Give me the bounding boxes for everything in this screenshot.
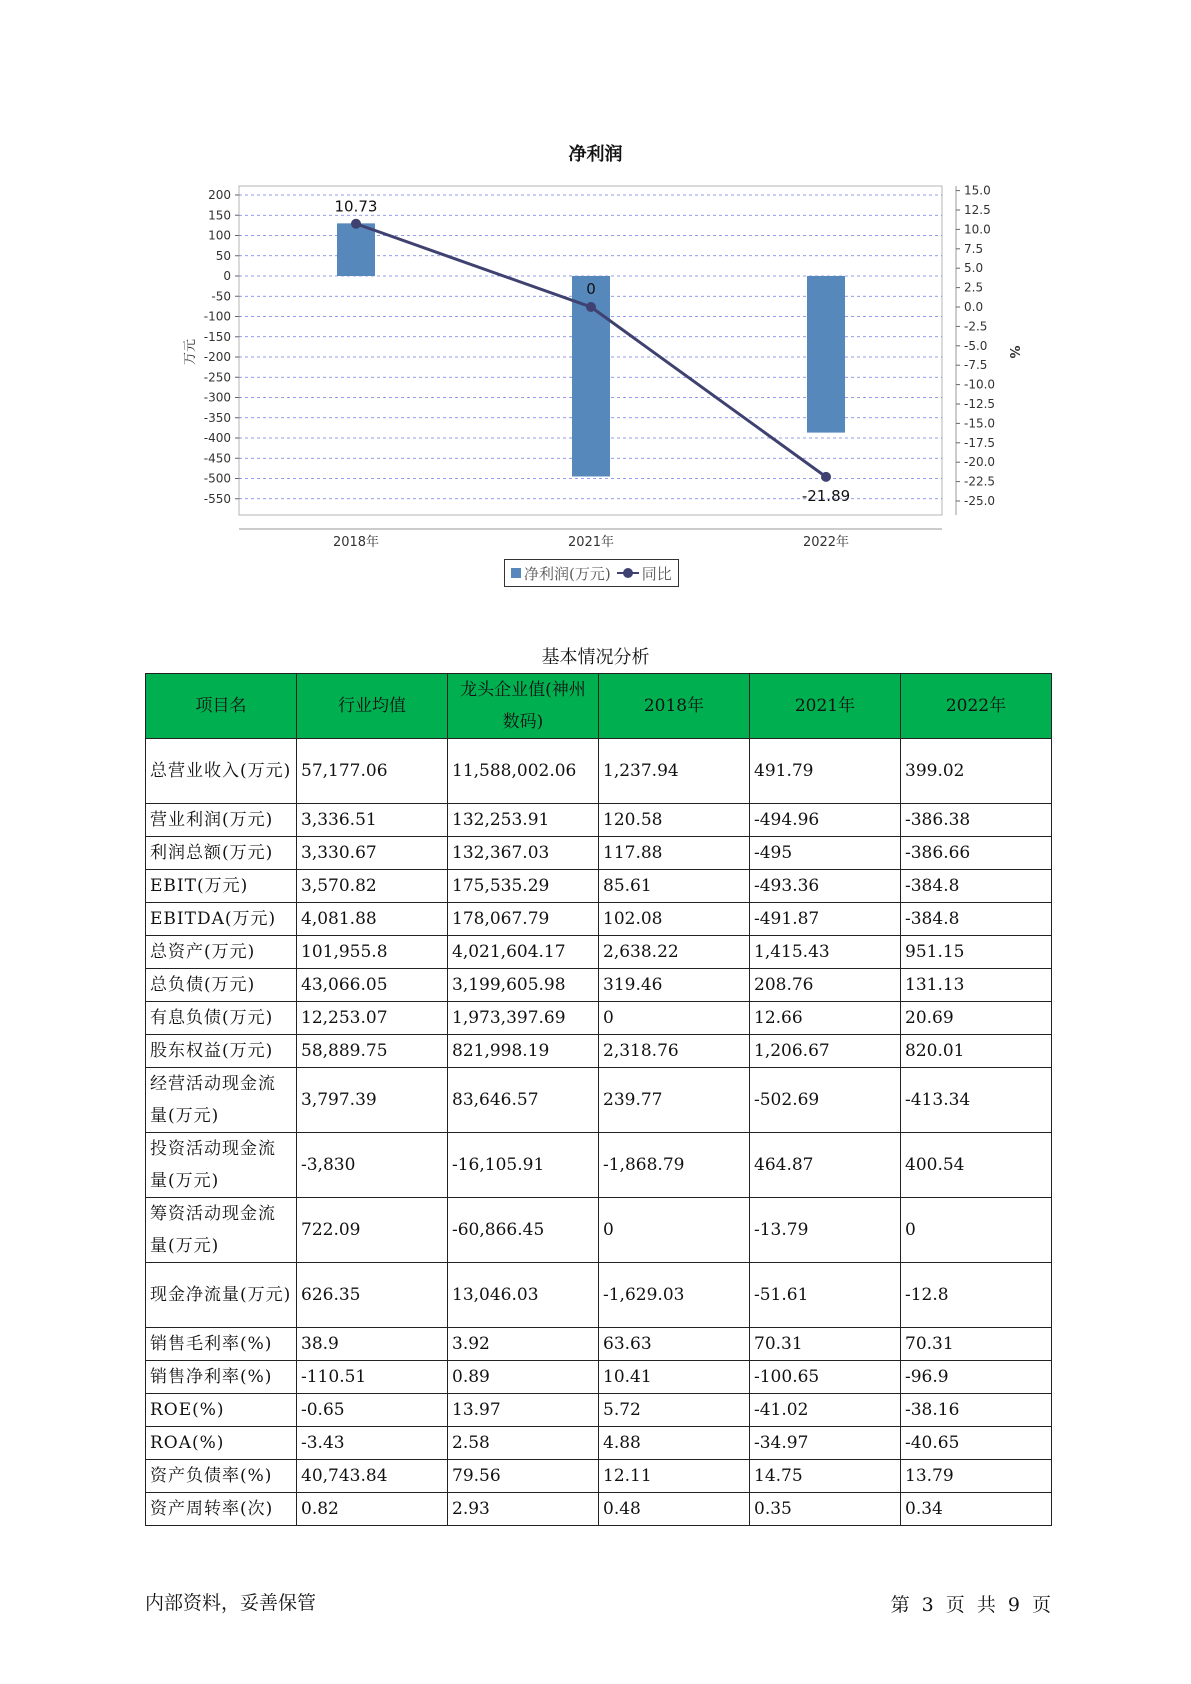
table-header-row [146, 674, 1052, 739]
yoy-point [821, 472, 831, 482]
row-label-cell: 利润总额(万元) [146, 837, 297, 870]
footer-page-number: 第 3 页 共 9 页 [890, 1594, 1051, 1616]
value-cell: -16,105.91 [448, 1133, 599, 1198]
value-cell: -491.87 [750, 903, 901, 936]
row-label-cell: 总营业收入(万元) [146, 739, 297, 804]
value-cell: -40.65 [901, 1427, 1052, 1460]
left-tick-label: -500 [203, 471, 231, 486]
table-row [146, 1198, 1052, 1263]
value-cell: 3,797.39 [297, 1068, 448, 1133]
left-tick-label: 150 [208, 208, 231, 223]
chart-legend [504, 559, 679, 587]
right-tick-label: -10.0 [964, 377, 996, 392]
y-right-axis-label: % [1006, 345, 1021, 359]
table-row [146, 1493, 1052, 1526]
table-row [146, 903, 1052, 936]
header-cell: 行业均值 [297, 674, 448, 739]
right-tick-label: 10.0 [964, 222, 991, 237]
table-row [146, 1263, 1052, 1328]
row-label-cell: 总负债(万元) [146, 969, 297, 1002]
value-cell: -13.79 [750, 1198, 901, 1263]
left-tick-label: -400 [203, 431, 231, 445]
x-tick-label: 2022年 [802, 535, 850, 550]
value-cell: -100.65 [750, 1361, 901, 1394]
right-tick-label: -15.0 [964, 416, 996, 431]
yoy-data-label: 0 [586, 280, 596, 298]
value-cell: 4,021,604.17 [448, 936, 599, 969]
table-row [146, 1068, 1052, 1133]
row-label-cell: 营业利润(万元) [146, 804, 297, 837]
row-label-cell: ROA(%) [146, 1427, 297, 1460]
value-cell: 12,253.07 [297, 1002, 448, 1035]
value-cell: 0 [599, 1002, 750, 1035]
value-cell: 2,638.22 [599, 936, 750, 969]
value-cell: 70.31 [901, 1328, 1052, 1361]
right-tick-label: -17.5 [964, 435, 996, 450]
value-cell: 0 [901, 1198, 1052, 1263]
row-label-cell: 股东权益(万元) [146, 1035, 297, 1068]
value-cell: 57,177.06 [297, 739, 448, 804]
value-cell: 400.54 [901, 1133, 1052, 1198]
row-label-cell: 销售毛利率(%) [146, 1328, 297, 1361]
right-tick-label: -7.5 [964, 358, 988, 373]
value-cell: 319.46 [599, 969, 750, 1002]
row-label-cell: 资产周转率(次) [146, 1493, 297, 1526]
legend-item-line [617, 563, 672, 584]
table-row [146, 837, 1052, 870]
value-cell: 101,955.8 [297, 936, 448, 969]
value-cell: 38.9 [297, 1328, 448, 1361]
value-cell: 178,067.79 [448, 903, 599, 936]
value-cell: 1,973,397.69 [448, 1002, 599, 1035]
table-row [146, 969, 1052, 1002]
bar [807, 276, 845, 433]
value-cell: 951.15 [901, 936, 1052, 969]
yoy-point [586, 302, 596, 312]
value-cell: 63.63 [599, 1328, 750, 1361]
value-cell: 464.87 [750, 1133, 901, 1198]
row-label-cell: 资产负债率(%) [146, 1460, 297, 1493]
yoy-point [351, 219, 361, 229]
value-cell: 11,588,002.06 [448, 739, 599, 804]
table-row [146, 1460, 1052, 1493]
value-cell: 0.82 [297, 1493, 448, 1526]
right-tick-label: 2.5 [964, 280, 984, 295]
row-label-cell: ROE(%) [146, 1394, 297, 1427]
right-tick-label: -5.0 [964, 338, 988, 353]
right-tick-label: 7.5 [964, 241, 984, 256]
value-cell: -1,629.03 [599, 1263, 750, 1328]
value-cell: 43,066.05 [297, 969, 448, 1002]
left-tick-label: 200 [208, 188, 231, 202]
table-row [146, 1133, 1052, 1198]
value-cell: -386.66 [901, 837, 1052, 870]
value-cell: 399.02 [901, 739, 1052, 804]
header-cell: 2018年 [599, 674, 750, 739]
value-cell: -384.8 [901, 870, 1052, 903]
value-cell: -413.34 [901, 1068, 1052, 1133]
value-cell: -1,868.79 [599, 1133, 750, 1198]
left-tick-label: -100 [203, 309, 231, 324]
value-cell: -494.96 [750, 804, 901, 837]
value-cell: -384.8 [901, 903, 1052, 936]
value-cell: 79.56 [448, 1460, 599, 1493]
y-left-axis-label: 万元 [183, 338, 198, 366]
value-cell: 131.13 [901, 969, 1052, 1002]
value-cell: -110.51 [297, 1361, 448, 1394]
value-cell: 102.08 [599, 903, 750, 936]
value-cell: 83,646.57 [448, 1068, 599, 1133]
value-cell: 0.35 [750, 1493, 901, 1526]
header-cell: 项目名 [146, 674, 297, 739]
legend-bar-label: 净利润(万元) [524, 564, 611, 583]
header-cell: 龙头企业值(神州数码) [448, 674, 599, 739]
right-tick-label: -22.5 [964, 474, 996, 489]
value-cell: 12.11 [599, 1460, 750, 1493]
right-tick-label: 0.0 [964, 300, 984, 314]
value-cell: -51.61 [750, 1263, 901, 1328]
right-tick-label: 5.0 [964, 261, 984, 276]
yoy-data-label: 10.73 [334, 197, 378, 216]
left-tick-label: 50 [215, 248, 231, 263]
value-cell: 1,415.43 [750, 936, 901, 969]
value-cell: -3,830 [297, 1133, 448, 1198]
value-cell: 132,253.91 [448, 804, 599, 837]
left-tick-label: -550 [203, 491, 231, 506]
table-row [146, 1002, 1052, 1035]
chart-title: 净利润 [568, 144, 623, 165]
value-cell: -502.69 [750, 1068, 901, 1133]
left-tick-label: -50 [211, 289, 231, 304]
right-tick-label: 12.5 [964, 203, 991, 217]
value-cell: -3.43 [297, 1427, 448, 1460]
value-cell: -386.38 [901, 804, 1052, 837]
value-cell: 3,199,605.98 [448, 969, 599, 1002]
value-cell: -34.97 [750, 1427, 901, 1460]
table-row [146, 870, 1052, 903]
row-label-cell: EBITDA(万元) [146, 903, 297, 936]
value-cell: 14.75 [750, 1460, 901, 1493]
left-tick-label: -450 [203, 451, 231, 466]
value-cell: 239.77 [599, 1068, 750, 1133]
row-label-cell: 有息负债(万元) [146, 1002, 297, 1035]
value-cell: 132,367.03 [448, 837, 599, 870]
value-cell: -41.02 [750, 1394, 901, 1427]
table-row [146, 1361, 1052, 1394]
value-cell: 0.89 [448, 1361, 599, 1394]
row-label-cell: EBIT(万元) [146, 870, 297, 903]
value-cell: 821,998.19 [448, 1035, 599, 1068]
value-cell: 626.35 [297, 1263, 448, 1328]
value-cell: 4.88 [599, 1427, 750, 1460]
value-cell: 117.88 [599, 837, 750, 870]
x-tick-label: 2018年 [332, 535, 380, 550]
value-cell: 820.01 [901, 1035, 1052, 1068]
value-cell: 0.48 [599, 1493, 750, 1526]
value-cell: -38.16 [901, 1394, 1052, 1427]
value-cell: 0.34 [901, 1493, 1052, 1526]
left-tick-label: -250 [203, 370, 231, 385]
value-cell: 10.41 [599, 1361, 750, 1394]
left-tick-label: -200 [203, 350, 231, 364]
legend-line-label: 同比 [641, 564, 672, 583]
value-cell: 120.58 [599, 804, 750, 837]
right-tick-label: 15.0 [964, 183, 991, 198]
value-cell: 491.79 [750, 739, 901, 804]
left-tick-label: -300 [203, 390, 231, 405]
row-label-cell: 现金净流量(万元) [146, 1263, 297, 1328]
value-cell: 2.93 [448, 1493, 599, 1526]
row-label-cell: 经营活动现金流量(万元) [146, 1068, 297, 1133]
value-cell: 5.72 [599, 1394, 750, 1427]
value-cell: 13.97 [448, 1394, 599, 1427]
header-cell: 2022年 [901, 674, 1052, 739]
row-label-cell: 筹资活动现金流量(万元) [146, 1198, 297, 1263]
right-tick-label: -12.5 [964, 397, 996, 411]
legend-item-bar [511, 563, 611, 584]
value-cell: -493.36 [750, 870, 901, 903]
legend-bar-swatch [511, 568, 521, 578]
value-cell: -96.9 [901, 1361, 1052, 1394]
table-row [146, 1035, 1052, 1068]
value-cell: 40,743.84 [297, 1460, 448, 1493]
value-cell: 85.61 [599, 870, 750, 903]
header-cell: 2021年 [750, 674, 901, 739]
value-cell: -60,866.45 [448, 1198, 599, 1263]
value-cell: -0.65 [297, 1394, 448, 1427]
value-cell: 3,336.51 [297, 804, 448, 837]
value-cell: -495 [750, 837, 901, 870]
value-cell: 20.69 [901, 1002, 1052, 1035]
right-tick-label: -2.5 [964, 319, 988, 334]
value-cell: 12.66 [750, 1002, 901, 1035]
table-row [146, 936, 1052, 969]
table-row [146, 1394, 1052, 1427]
value-cell: 3.92 [448, 1328, 599, 1361]
table-caption: 基本情况分析 [541, 647, 650, 668]
yoy-data-label: -21.89 [801, 486, 851, 505]
right-tick-label: -25.0 [964, 494, 996, 508]
row-label-cell: 总资产(万元) [146, 936, 297, 969]
value-cell: 58,889.75 [297, 1035, 448, 1068]
value-cell: 1,206.67 [750, 1035, 901, 1068]
left-tick-label: -150 [203, 329, 231, 344]
value-cell: 722.09 [297, 1198, 448, 1263]
value-cell: 3,330.67 [297, 837, 448, 870]
right-tick-label: -20.0 [964, 455, 996, 470]
basic-analysis-table [145, 673, 1052, 1526]
table-row [146, 1328, 1052, 1361]
net-profit-chart [0, 0, 1191, 560]
value-cell: 3,570.82 [297, 870, 448, 903]
row-label-cell: 投资活动现金流量(万元) [146, 1133, 297, 1198]
bar [337, 223, 375, 276]
value-cell: 208.76 [750, 969, 901, 1002]
left-tick-label: 100 [208, 228, 231, 243]
value-cell: 13.79 [901, 1460, 1052, 1493]
value-cell: 4,081.88 [297, 903, 448, 936]
value-cell: 175,535.29 [448, 870, 599, 903]
table-row [146, 804, 1052, 837]
x-tick-label: 2021年 [567, 535, 615, 550]
legend-line-swatch [617, 568, 639, 578]
value-cell: 2,318.76 [599, 1035, 750, 1068]
value-cell: 1,237.94 [599, 739, 750, 804]
value-cell: 13,046.03 [448, 1263, 599, 1328]
footer-confidential-note: 内部资料，妥善保管 [145, 1592, 317, 1614]
table-row [146, 739, 1052, 804]
value-cell: 2.58 [448, 1427, 599, 1460]
value-cell: 70.31 [750, 1328, 901, 1361]
table-row [146, 1427, 1052, 1460]
value-cell: 0 [599, 1198, 750, 1263]
value-cell: -12.8 [901, 1263, 1052, 1328]
row-label-cell: 销售净利率(%) [146, 1361, 297, 1394]
left-tick-label: 0 [223, 269, 231, 283]
left-tick-label: -350 [203, 410, 231, 425]
